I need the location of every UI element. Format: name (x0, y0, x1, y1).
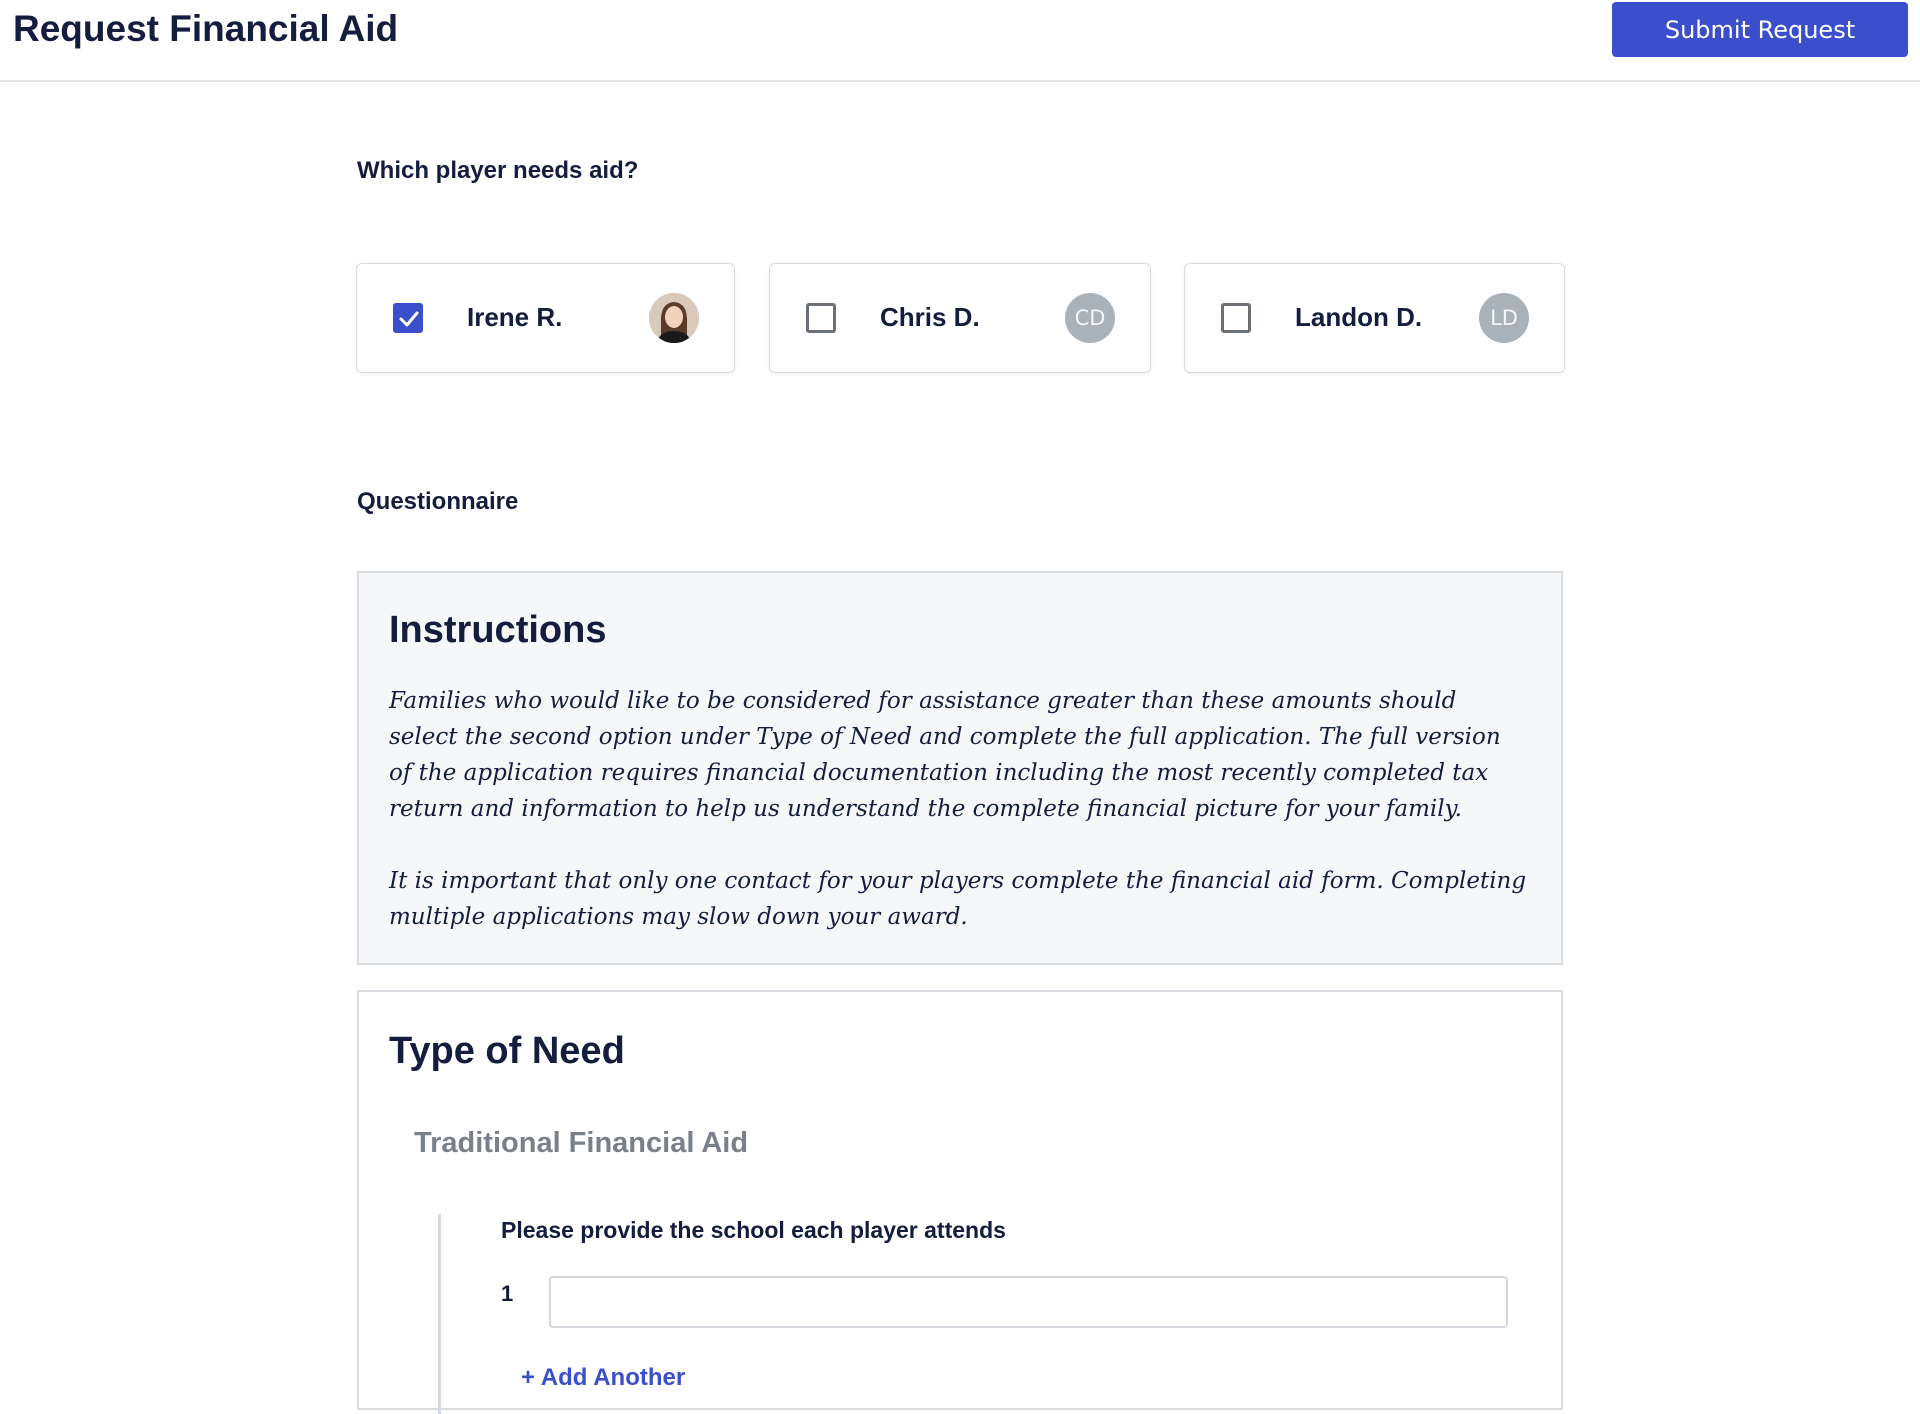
avatar (649, 293, 699, 343)
player-card-irene[interactable] (356, 263, 735, 373)
player-card-chris[interactable] (769, 263, 1151, 373)
avatar: CD (1065, 293, 1115, 343)
instructions-paragraph: Families who would like to be considered for assistance greater than these amounts should select the second option under Type of Need and complete the full application. The full version of the application requires financial documentation including the most recently completed tax return and information to help us understand the complete financial picture for your family. (389, 688, 1501, 822)
player-checkbox[interactable] (806, 303, 836, 333)
questionnaire-label: Questionnaire (357, 488, 519, 515)
aid-option-title: Traditional Financial Aid (414, 1127, 749, 1159)
player-section-label: Which player needs aid? (357, 157, 639, 184)
school-question-label: Please provide the school each player attends (501, 1217, 1006, 1243)
player-checkbox[interactable] (393, 303, 423, 333)
instructions-panel (357, 571, 1563, 965)
add-another-link[interactable]: + Add Another (521, 1364, 686, 1391)
type-of-need-panel (357, 990, 1563, 1410)
instructions-title: Instructions (389, 609, 607, 651)
player-checkbox[interactable] (1221, 303, 1251, 333)
instructions-paragraph: It is important that only one contact for your players complete the financial aid form. Completing multiple applications may slow down your award. (389, 868, 1527, 930)
player-name: Landon D. (1295, 302, 1423, 332)
section-divider (438, 1214, 441, 1414)
submit-request-button[interactable]: Submit Request (1612, 2, 1908, 57)
type-of-need-title: Type of Need (389, 1030, 625, 1072)
player-name: Chris D. (880, 302, 980, 332)
player-card-landon[interactable] (1184, 263, 1565, 373)
school-input[interactable] (549, 1276, 1508, 1328)
avatar-photo-icon (649, 293, 699, 343)
checkmark-icon (398, 308, 420, 330)
row-number: 1 (501, 1281, 514, 1306)
player-name: Irene R. (467, 302, 563, 332)
page-header (0, 0, 1920, 82)
page-title: Request Financial Aid (13, 8, 399, 49)
avatar: LD (1479, 293, 1529, 343)
